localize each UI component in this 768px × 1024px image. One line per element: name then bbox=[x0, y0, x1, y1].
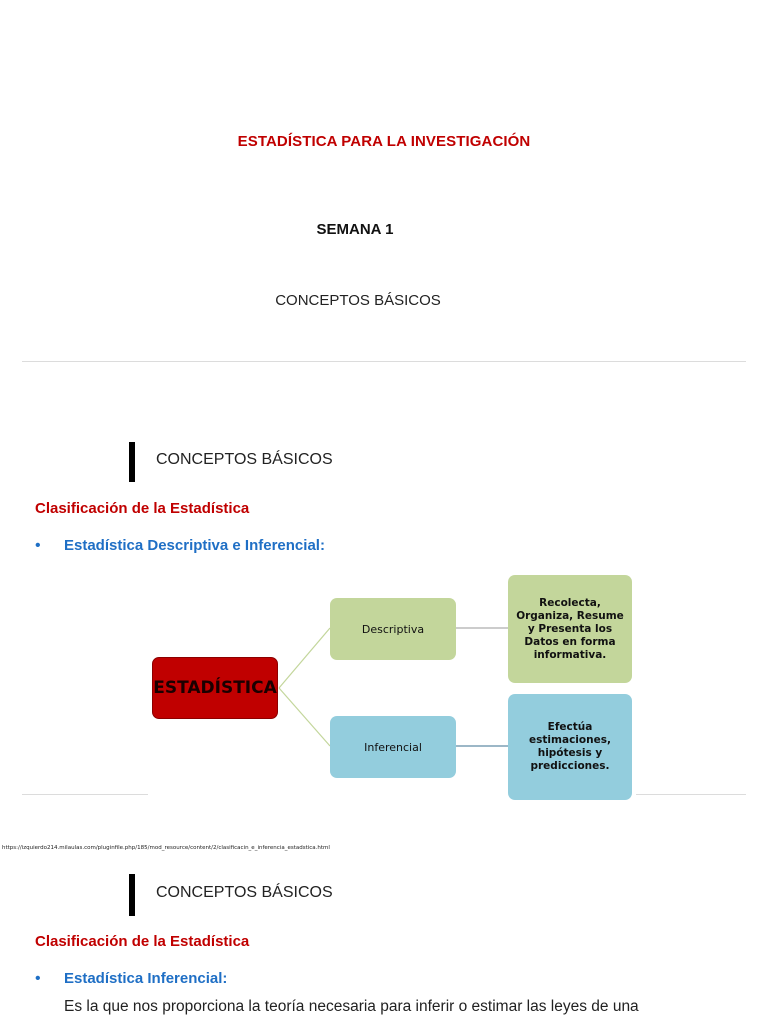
diagram-root-estadistica: ESTADÍSTICA bbox=[152, 657, 278, 719]
bullet-inferencial: Estadística Inferencial: bbox=[64, 970, 228, 987]
page-divider bbox=[22, 361, 746, 362]
week-label: SEMANA 1 bbox=[316, 221, 394, 238]
diagram-descriptive-detail: Recolecta, Organiza, Resume y Presenta los Datos en forma informativa. bbox=[508, 575, 632, 683]
source-url: https://izquierdo214.milaulas.com/pluginfile.php/185/mod_resource/content/2/clasificacin_e_inferencia_estadstica.html bbox=[2, 845, 330, 851]
document-title: ESTADÍSTICA PARA LA INVESTIGACIÓN bbox=[237, 133, 531, 150]
bullet-marker: • bbox=[35, 537, 41, 554]
diagram-branch-descriptiva: Descriptiva bbox=[330, 598, 456, 660]
connector-root-descriptive bbox=[279, 628, 330, 688]
slide-header-2: CONCEPTOS BÁSICOS bbox=[156, 884, 333, 901]
inferential-description: Es la que nos proporciona la teoría necesaria para inferir o estimar las leyes de una bbox=[64, 998, 639, 1015]
topic-label: CONCEPTOS BÁSICOS bbox=[275, 292, 441, 309]
slide-header: CONCEPTOS BÁSICOS bbox=[156, 451, 333, 468]
diagram-inferential-detail: Efectúa estimaciones, hipótesis y predicciones. bbox=[508, 694, 632, 800]
section-heading-2: Clasificación de la Estadística bbox=[35, 933, 250, 950]
page-divider-left bbox=[22, 794, 148, 795]
connector-root-inferential bbox=[279, 688, 330, 746]
section-heading: Clasificación de la Estadística bbox=[35, 500, 250, 517]
header-accent-bar-2 bbox=[129, 874, 135, 916]
diagram-branch-inferencial: Inferencial bbox=[330, 716, 456, 778]
header-accent-bar bbox=[129, 442, 135, 482]
bullet-descriptive-inferential: Estadística Descriptiva e Inferencial: bbox=[64, 537, 325, 554]
page-divider-right bbox=[636, 794, 746, 795]
bullet-marker-2: • bbox=[35, 970, 41, 987]
